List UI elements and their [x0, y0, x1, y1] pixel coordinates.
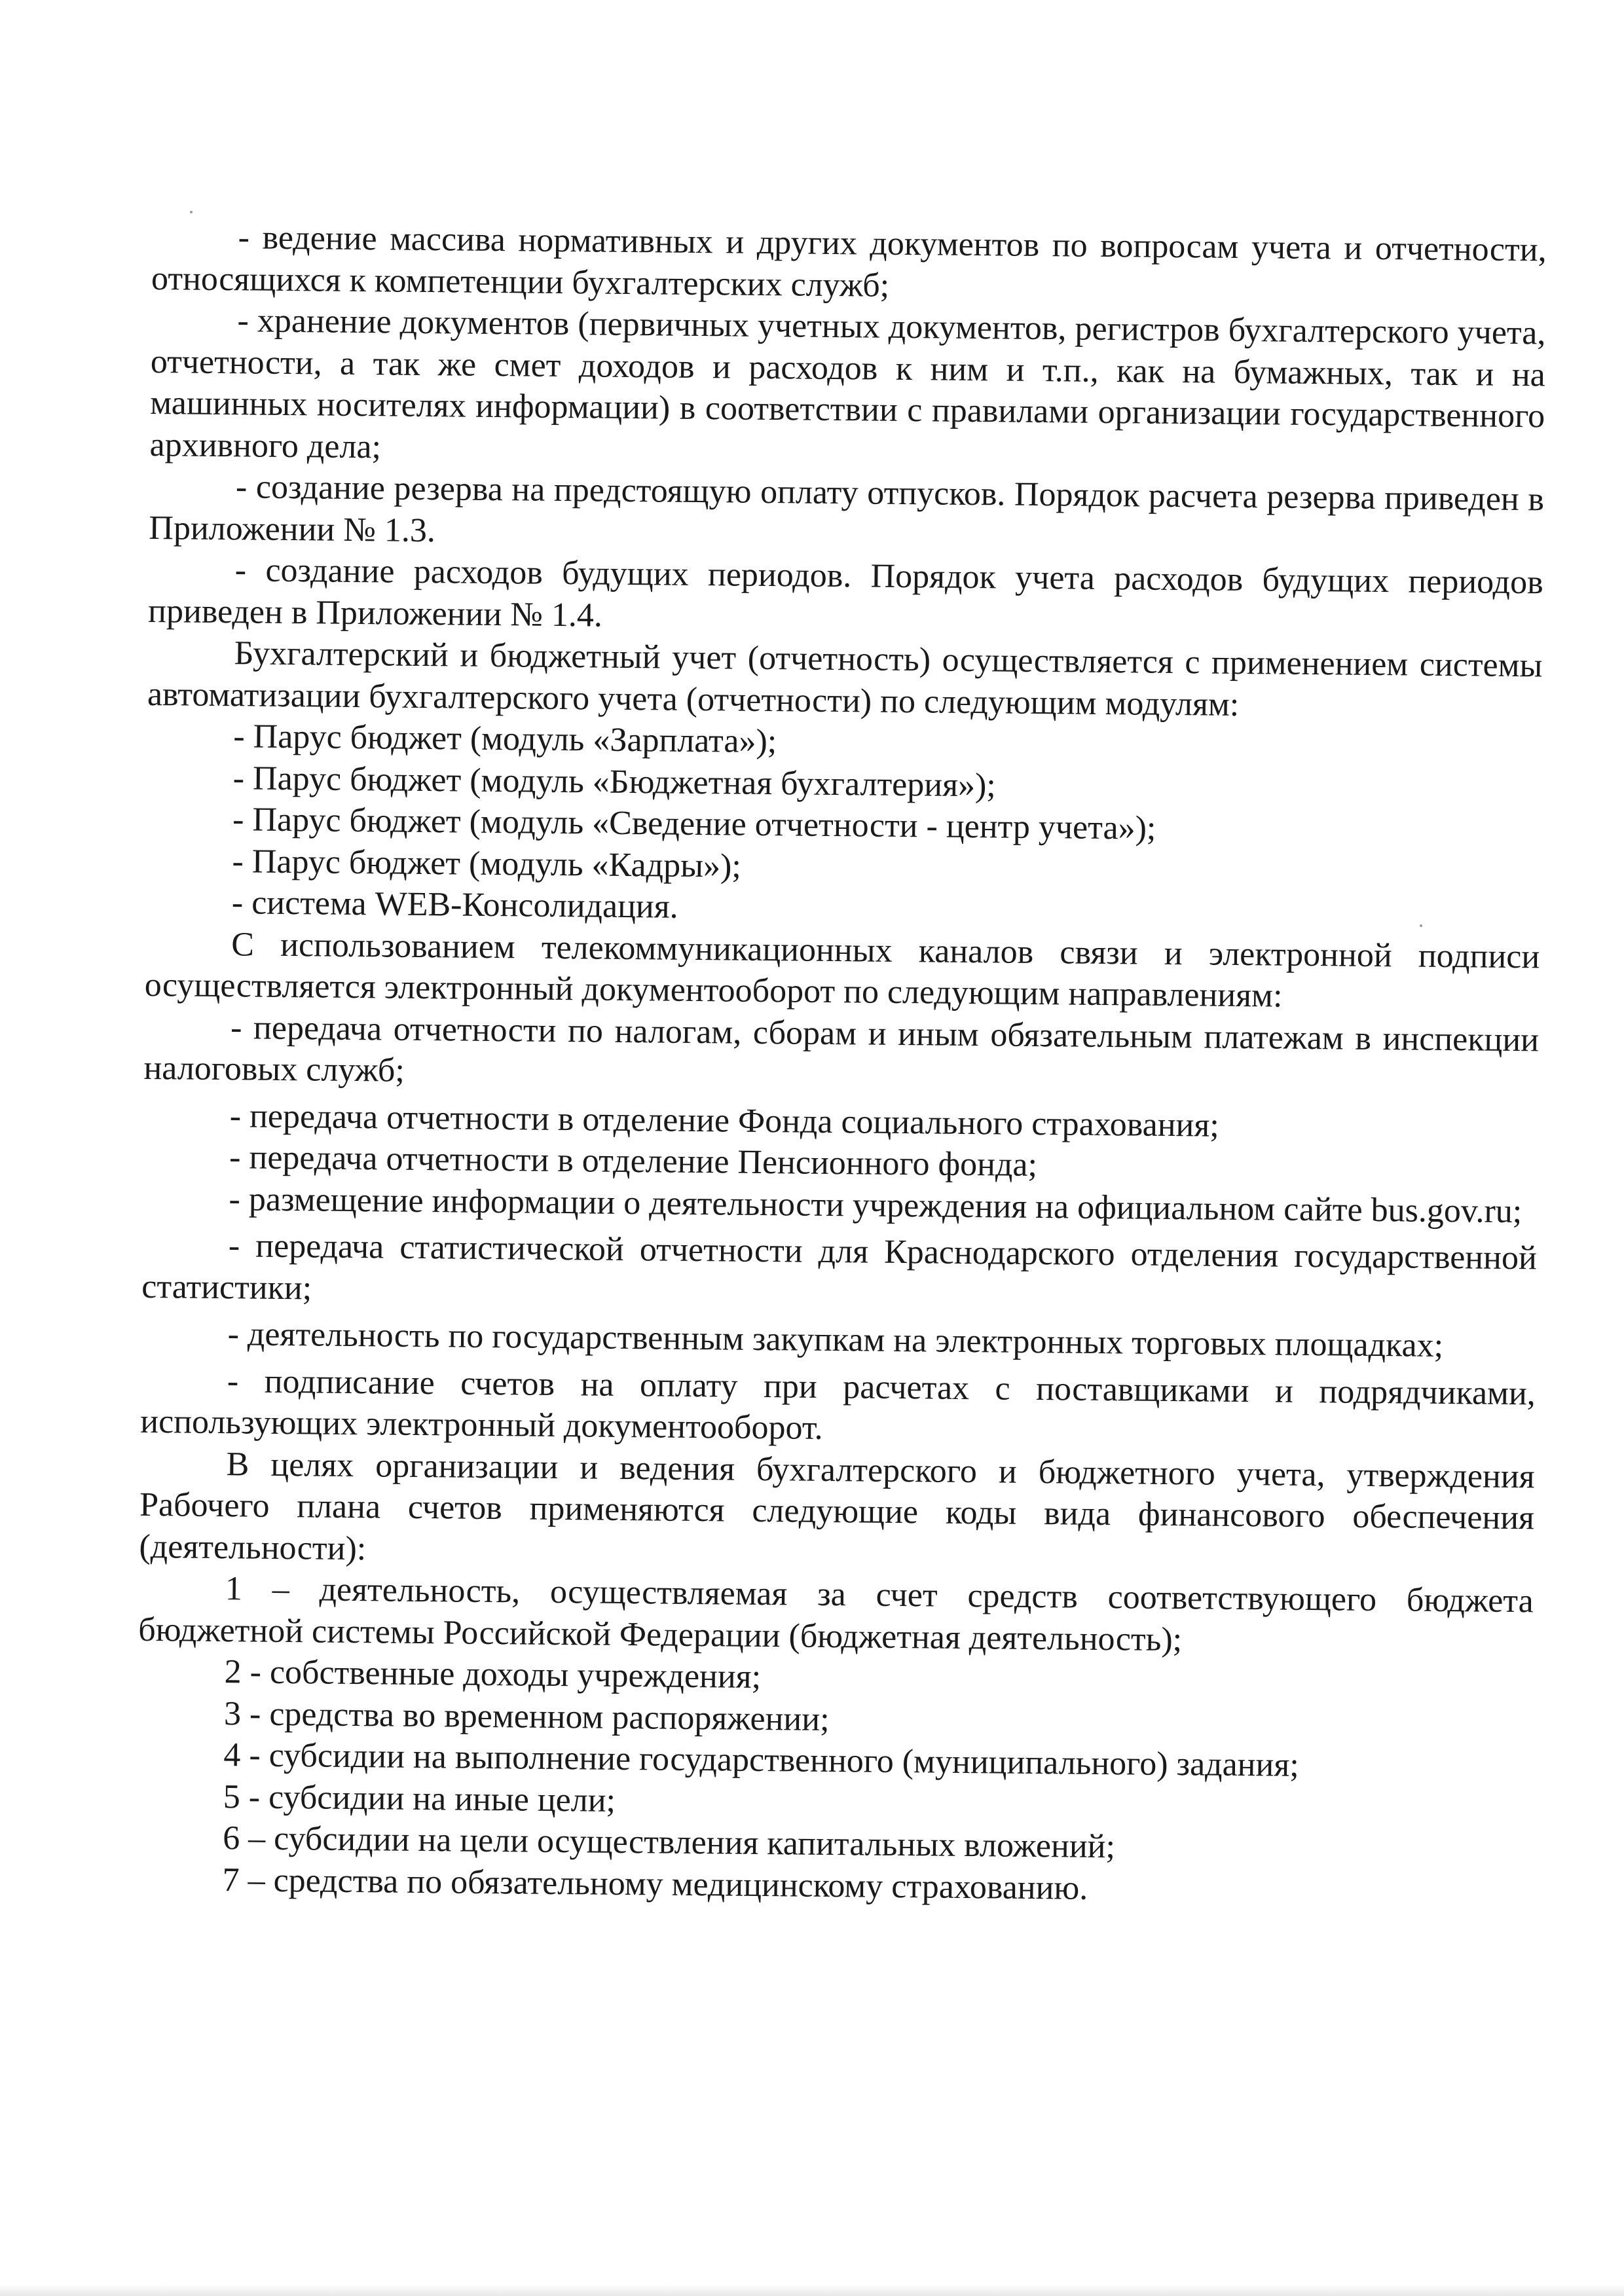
- list-item-statistics-reporting: - передача статистической отчетности для Краснодарского отделения государственной статистики;: [141, 1227, 1538, 1307]
- list-item-code-5: 5 - субсидии на иные цели;: [223, 1777, 616, 1819]
- list-item-invoice-signing: - подписание счетов на оплату при расчетах с поставщиками и подрядчиками, использующих электронный документооборот.: [140, 1362, 1536, 1447]
- document-body: [136, 216, 1547, 1913]
- paragraph-accounting-automation: Бухгалтерский и бюджетный учет (отчетность) осуществляется с применением системы автоматизации бухгалтерского учета (отчетности) по следующим модулям:: [147, 634, 1543, 723]
- paragraph-vacation-reserve: - создание резерва на предстоящую оплату отпусков. Порядок расчета резерва приведен в Приложении № 1.3.: [149, 468, 1545, 549]
- paragraph-financial-support-codes: В целях организации и ведения бухгалтерского и бюджетного учета, утверждения Рабочего плана счетов применяются следующие коды вида финансового обеспечения (деятельности):: [139, 1445, 1535, 1567]
- list-item-web-consolidation: - система WEB-Консолидация.: [231, 884, 678, 926]
- paragraph-document-storage: - хранение документов (первичных учетных документов, регистров бухгалтерского учета, отчетности, а так же смет доходов и расходов к ним и т.п., как на бумажных, так и на машинных носителях информации) в соответствии с правилами организации государственного архивного дела;: [149, 302, 1546, 465]
- paragraph-electronic-document-flow: С использованием телекоммуникационных каналов связи и электронной подписи осуществляется электронный документооборот по следующим направлениям:: [144, 925, 1540, 1015]
- scan-speck: [190, 211, 193, 213]
- list-item-module-salary: - Парус бюджет (модуль «Зарплата»);: [233, 718, 777, 761]
- list-item-code-2: 2 - собственные доходы учреждения;: [224, 1653, 762, 1696]
- paragraph-future-period-expenses: - создание расходов будущих периодов. Порядок учета расходов будущих периодов приведен в Приложении № 1.4.: [147, 551, 1543, 634]
- list-item-code-3: 3 - средства во временном распоряжении;: [223, 1694, 830, 1738]
- list-item-social-insurance-reporting: - передача отчетности в отделение Фонда социального страхования;: [229, 1097, 1220, 1144]
- list-item-pension-fund-reporting: - передача отчетности в отделение Пенсионного фонда;: [229, 1139, 1038, 1184]
- list-item-code-4: 4 - субсидии на выполнение государственного (муниципального) задания;: [223, 1736, 1300, 1784]
- list-item-code-7: 7 – средства по обязательному медицинскому страхованию.: [222, 1861, 1088, 1907]
- list-item-code-6: 6 – субсидии на цели осуществления капитальных вложений;: [222, 1819, 1116, 1866]
- paragraph-archive-of-normative-documents: - ведение массива нормативных и других документов по вопросам учета и отчетности, относящихся к компетенции бухгалтерских служб;: [151, 219, 1547, 304]
- list-item-module-reporting-consolidation: - Парус бюджет (модуль «Сведение отчетности - центр учета»);: [232, 801, 1156, 847]
- list-item-public-procurement: - деятельность по государственным закупкам на электронных торговых площадках;: [227, 1315, 1444, 1365]
- list-item-bus-gov-publication: - размещение информации о деятельности учреждения на официальном сайте bus.gov.ru;: [229, 1180, 1522, 1230]
- list-item-tax-reporting: - передача отчетности по налогам, сборам и иным обязательным платежам в инспекции налоговых служб;: [143, 1008, 1540, 1089]
- list-item-code-1: 1 – деятельность, осуществляемая за счет средств соответствующего бюджета бюджетной системы Российской Федерации (бюджетная деятельность);: [138, 1570, 1534, 1658]
- list-item-module-budget-accounting: - Парус бюджет (модуль «Бюджетная бухгалтерия»);: [232, 759, 997, 804]
- list-item-module-personnel: - Парус бюджет (модуль «Кадры»);: [232, 842, 742, 885]
- scan-bottom-edge: [0, 2284, 1624, 2296]
